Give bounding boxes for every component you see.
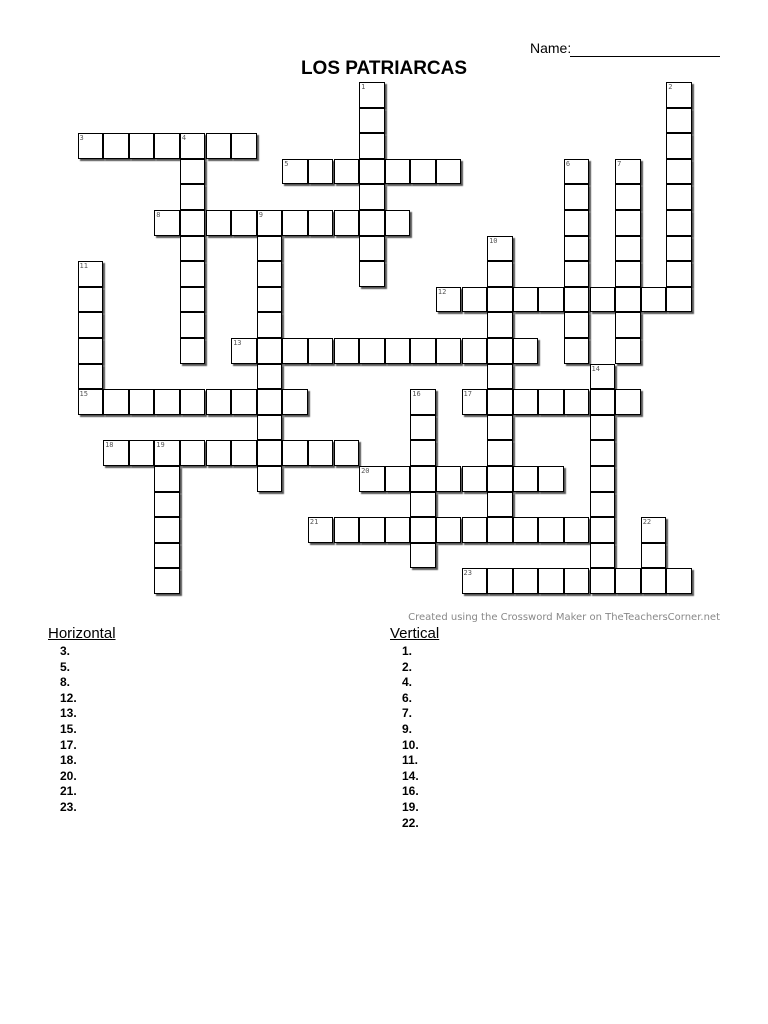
across-clue-23: 23. — [60, 799, 77, 814]
grid-cell[interactable] — [206, 440, 232, 466]
grid-cell[interactable] — [359, 517, 385, 543]
grid-cell[interactable] — [385, 517, 411, 543]
down-clues — [390, 625, 439, 831]
down-clue-6: 6. — [402, 690, 413, 705]
grid-cell[interactable] — [257, 389, 283, 415]
grid-cell[interactable] — [257, 440, 283, 466]
down-clue-9: 9. — [402, 721, 413, 736]
grid-cell[interactable] — [257, 236, 283, 262]
grid-cell[interactable] — [538, 389, 564, 415]
grid-cell[interactable] — [564, 184, 590, 210]
grid-cell[interactable] — [538, 466, 564, 492]
down-clue-4: 4. — [402, 675, 413, 690]
cell-number-9: 9 — [258, 211, 263, 219]
across-heading: Horizontal — [48, 625, 116, 642]
across-clue-18: 18. — [60, 753, 77, 768]
grid-cell[interactable] — [180, 236, 206, 262]
grid-cell[interactable] — [410, 517, 436, 543]
grid-cell[interactable] — [564, 312, 590, 338]
down-clue-1: 1. — [402, 644, 413, 658]
cell-number-19: 19 — [156, 441, 165, 450]
grid-cell[interactable] — [487, 312, 513, 338]
cell-number-22: 22 — [642, 518, 652, 527]
grid-cell[interactable] — [308, 159, 334, 185]
grid-cell[interactable] — [513, 287, 539, 313]
down-clue-2: 2. — [402, 659, 413, 674]
grid-cell[interactable] — [257, 364, 283, 390]
across-clue-20: 20. — [60, 768, 77, 783]
grid-cell[interactable] — [180, 389, 206, 415]
grid-cell[interactable] — [436, 159, 462, 185]
grid-cell[interactable] — [257, 287, 283, 313]
grid-cell[interactable] — [641, 287, 667, 313]
cell-number-3: 3 — [79, 134, 84, 143]
down-clue-22: 22. — [402, 815, 419, 830]
cell-number-4: 4 — [181, 134, 187, 143]
grid-cell[interactable] — [308, 440, 334, 466]
grid-cell[interactable] — [180, 338, 206, 364]
grid-cell[interactable] — [206, 133, 232, 159]
grid-cell[interactable] — [334, 517, 360, 543]
grid-cell[interactable] — [615, 312, 641, 338]
grid-cell[interactable] — [564, 210, 590, 236]
grid-cell[interactable] — [359, 236, 385, 262]
cell-number-16: 16 — [412, 390, 421, 399]
grid-cell[interactable] — [666, 236, 692, 262]
cell-number-23: 23 — [463, 569, 472, 578]
grid-cell[interactable] — [385, 159, 411, 185]
grid-cell[interactable] — [334, 210, 360, 236]
grid-cell[interactable] — [590, 287, 616, 313]
grid-cell[interactable] — [282, 210, 308, 236]
across-clue-21: 21. — [60, 784, 77, 799]
grid-cell[interactable] — [410, 466, 436, 492]
grid-cell[interactable] — [615, 287, 641, 313]
grid-cell[interactable] — [103, 389, 129, 415]
grid-cell[interactable] — [231, 210, 257, 236]
grid-cell[interactable] — [487, 389, 513, 415]
grid-cell[interactable] — [564, 287, 590, 313]
cell-number-10: 10 — [489, 236, 498, 245]
cell-number-2: 2 — [668, 83, 673, 91]
grid-cell[interactable] — [513, 568, 539, 594]
grid-cell[interactable] — [129, 389, 155, 415]
grid-cell[interactable] — [78, 312, 104, 338]
grid-cell[interactable] — [666, 568, 692, 594]
grid-cell[interactable] — [180, 210, 206, 236]
grid-cell[interactable] — [436, 517, 462, 543]
cell-number-8: 8 — [156, 211, 161, 219]
grid-cell[interactable] — [154, 389, 180, 415]
across-clue-15: 15. — [60, 721, 77, 736]
cell-number-18: 18 — [105, 441, 114, 450]
grid-cell[interactable] — [513, 389, 539, 415]
grid-cell[interactable] — [78, 338, 104, 364]
grid-cell[interactable] — [78, 287, 104, 313]
grid-cell[interactable] — [231, 440, 257, 466]
cell-number-6: 6 — [565, 159, 571, 168]
down-clue-16: 16. — [402, 784, 419, 799]
grid-cell[interactable] — [282, 389, 308, 415]
cell-number-13: 13 — [233, 339, 242, 347]
cell-number-21: 21 — [309, 518, 319, 527]
grid-cell[interactable] — [487, 338, 513, 364]
grid-cell[interactable] — [129, 440, 155, 466]
grid-cell[interactable] — [385, 210, 411, 236]
grid-cell[interactable] — [590, 415, 616, 441]
across-clue-17: 17. — [60, 737, 77, 752]
across-clues — [48, 625, 116, 816]
grid-cell[interactable] — [282, 440, 308, 466]
grid-cell[interactable] — [513, 338, 539, 364]
grid-cell[interactable] — [487, 568, 513, 594]
grid-cell[interactable] — [487, 466, 513, 492]
grid-cell[interactable] — [385, 338, 411, 364]
grid-cell[interactable] — [78, 364, 104, 390]
grid-cell[interactable] — [590, 517, 616, 543]
grid-cell[interactable] — [129, 133, 155, 159]
grid-cell[interactable] — [538, 287, 564, 313]
cell-number-1: 1 — [361, 83, 366, 91]
grid-cell[interactable] — [666, 184, 692, 210]
grid-cell[interactable] — [513, 466, 539, 492]
grid-cell[interactable] — [666, 133, 692, 159]
grid-cell[interactable] — [257, 261, 283, 287]
cell-number-12: 12 — [437, 287, 447, 296]
grid-cell[interactable] — [615, 568, 641, 594]
grid-cell[interactable] — [180, 312, 206, 338]
grid-cell[interactable] — [308, 210, 334, 236]
name-label: Name: — [530, 40, 572, 56]
grid-cell[interactable] — [154, 492, 180, 518]
across-clue-3: 3. — [60, 644, 71, 658]
grid-cell[interactable] — [487, 517, 513, 543]
grid-cell[interactable] — [564, 338, 590, 364]
grid-cell[interactable] — [487, 287, 513, 313]
grid-cell[interactable] — [538, 517, 564, 543]
grid-cell[interactable] — [385, 466, 411, 492]
grid-cell[interactable] — [487, 364, 513, 390]
grid-cell[interactable] — [308, 338, 334, 364]
grid-cell[interactable] — [231, 389, 257, 415]
grid-cell[interactable] — [180, 184, 206, 210]
grid-cell[interactable] — [410, 415, 436, 441]
down-clue-10: 10. — [402, 737, 419, 752]
across-clue-5: 5. — [60, 659, 71, 674]
grid-cell[interactable] — [641, 568, 667, 594]
grid-cell[interactable] — [666, 287, 692, 313]
page-title: LOS PATRIARCAS — [300, 58, 468, 79]
grid-cell[interactable] — [615, 210, 641, 236]
cell-number-11: 11 — [79, 262, 88, 271]
grid-cell[interactable] — [666, 210, 692, 236]
grid-cell[interactable] — [359, 133, 385, 159]
grid-cell[interactable] — [641, 543, 667, 569]
grid-cell[interactable] — [334, 159, 360, 185]
cell-number-14: 14 — [591, 364, 600, 373]
grid-cell[interactable] — [154, 466, 180, 492]
grid-cell[interactable] — [564, 568, 590, 594]
grid-cell[interactable] — [487, 261, 513, 287]
grid-cell[interactable] — [359, 261, 385, 287]
grid-cell[interactable] — [410, 159, 436, 185]
cell-number-20: 20 — [361, 467, 370, 475]
grid-cell[interactable] — [359, 108, 385, 134]
grid-cell[interactable] — [154, 517, 180, 543]
grid-cell[interactable] — [590, 389, 616, 415]
grid-cell[interactable] — [590, 466, 616, 492]
grid-cell[interactable] — [487, 440, 513, 466]
grid-cell[interactable] — [359, 338, 385, 364]
grid-cell[interactable] — [538, 568, 564, 594]
grid-cell[interactable] — [615, 261, 641, 287]
grid-cell[interactable] — [615, 389, 641, 415]
grid-cell[interactable] — [590, 543, 616, 569]
grid-cell[interactable] — [103, 133, 129, 159]
down-clue-7: 7. — [402, 706, 413, 721]
down-clue-11: 11. — [402, 753, 419, 768]
grid-cell[interactable] — [206, 389, 232, 415]
grid-cell[interactable] — [154, 568, 180, 594]
grid-cell[interactable] — [410, 440, 436, 466]
grid-cell[interactable] — [359, 210, 385, 236]
grid-cell[interactable] — [334, 440, 360, 466]
grid-cell[interactable] — [666, 159, 692, 185]
grid-cell[interactable] — [257, 338, 283, 364]
grid-cell[interactable] — [334, 338, 360, 364]
grid-cell[interactable] — [513, 517, 539, 543]
grid-cell[interactable] — [590, 568, 616, 594]
grid-cell[interactable] — [564, 236, 590, 262]
grid-cell[interactable] — [180, 261, 206, 287]
grid-cell[interactable] — [359, 159, 385, 185]
grid-cell[interactable] — [436, 338, 462, 364]
grid-cell[interactable] — [257, 415, 283, 441]
grid-cell[interactable] — [462, 517, 488, 543]
credit-line: Created using the Crossword Maker on TheTeachersCorner.net — [408, 612, 720, 623]
grid-cell[interactable] — [564, 261, 590, 287]
grid-cell[interactable] — [615, 236, 641, 262]
grid-cell[interactable] — [154, 133, 180, 159]
grid-cell[interactable] — [154, 543, 180, 569]
grid-cell[interactable] — [257, 466, 283, 492]
cell-number-15: 15 — [79, 390, 88, 399]
grid-cell[interactable] — [590, 492, 616, 518]
down-clue-14: 14. — [402, 768, 419, 783]
grid-cell[interactable] — [231, 133, 257, 159]
grid-cell[interactable] — [436, 466, 462, 492]
grid-cell[interactable] — [564, 389, 590, 415]
grid-cell[interactable] — [257, 312, 283, 338]
grid-cell[interactable] — [666, 108, 692, 134]
across-clue-8: 8. — [60, 675, 71, 690]
grid-cell[interactable] — [282, 338, 308, 364]
grid-cell[interactable] — [410, 543, 436, 569]
grid-cell[interactable] — [410, 338, 436, 364]
grid-cell[interactable] — [180, 159, 206, 185]
cell-number-17: 17 — [463, 390, 472, 399]
grid-cell[interactable] — [487, 415, 513, 441]
grid-cell[interactable] — [462, 466, 488, 492]
grid-cell[interactable] — [666, 261, 692, 287]
grid-cell[interactable] — [359, 184, 385, 210]
grid-cell[interactable] — [564, 517, 590, 543]
grid-cell[interactable] — [206, 210, 232, 236]
grid-cell[interactable] — [462, 338, 488, 364]
grid-cell[interactable] — [615, 184, 641, 210]
grid-cell[interactable] — [590, 440, 616, 466]
down-heading: Vertical — [390, 625, 440, 642]
cell-number-5: 5 — [284, 159, 289, 168]
grid-cell[interactable] — [410, 492, 436, 518]
across-clue-13: 13. — [60, 706, 77, 721]
grid-cell[interactable] — [615, 338, 641, 364]
grid-cell[interactable] — [180, 287, 206, 313]
across-clue-12: 12. — [60, 690, 77, 705]
grid-cell[interactable] — [180, 440, 206, 466]
grid-cell[interactable] — [487, 492, 513, 518]
grid-cell[interactable] — [462, 287, 488, 313]
cell-number-7: 7 — [617, 159, 622, 168]
down-clue-19: 19. — [402, 799, 419, 814]
